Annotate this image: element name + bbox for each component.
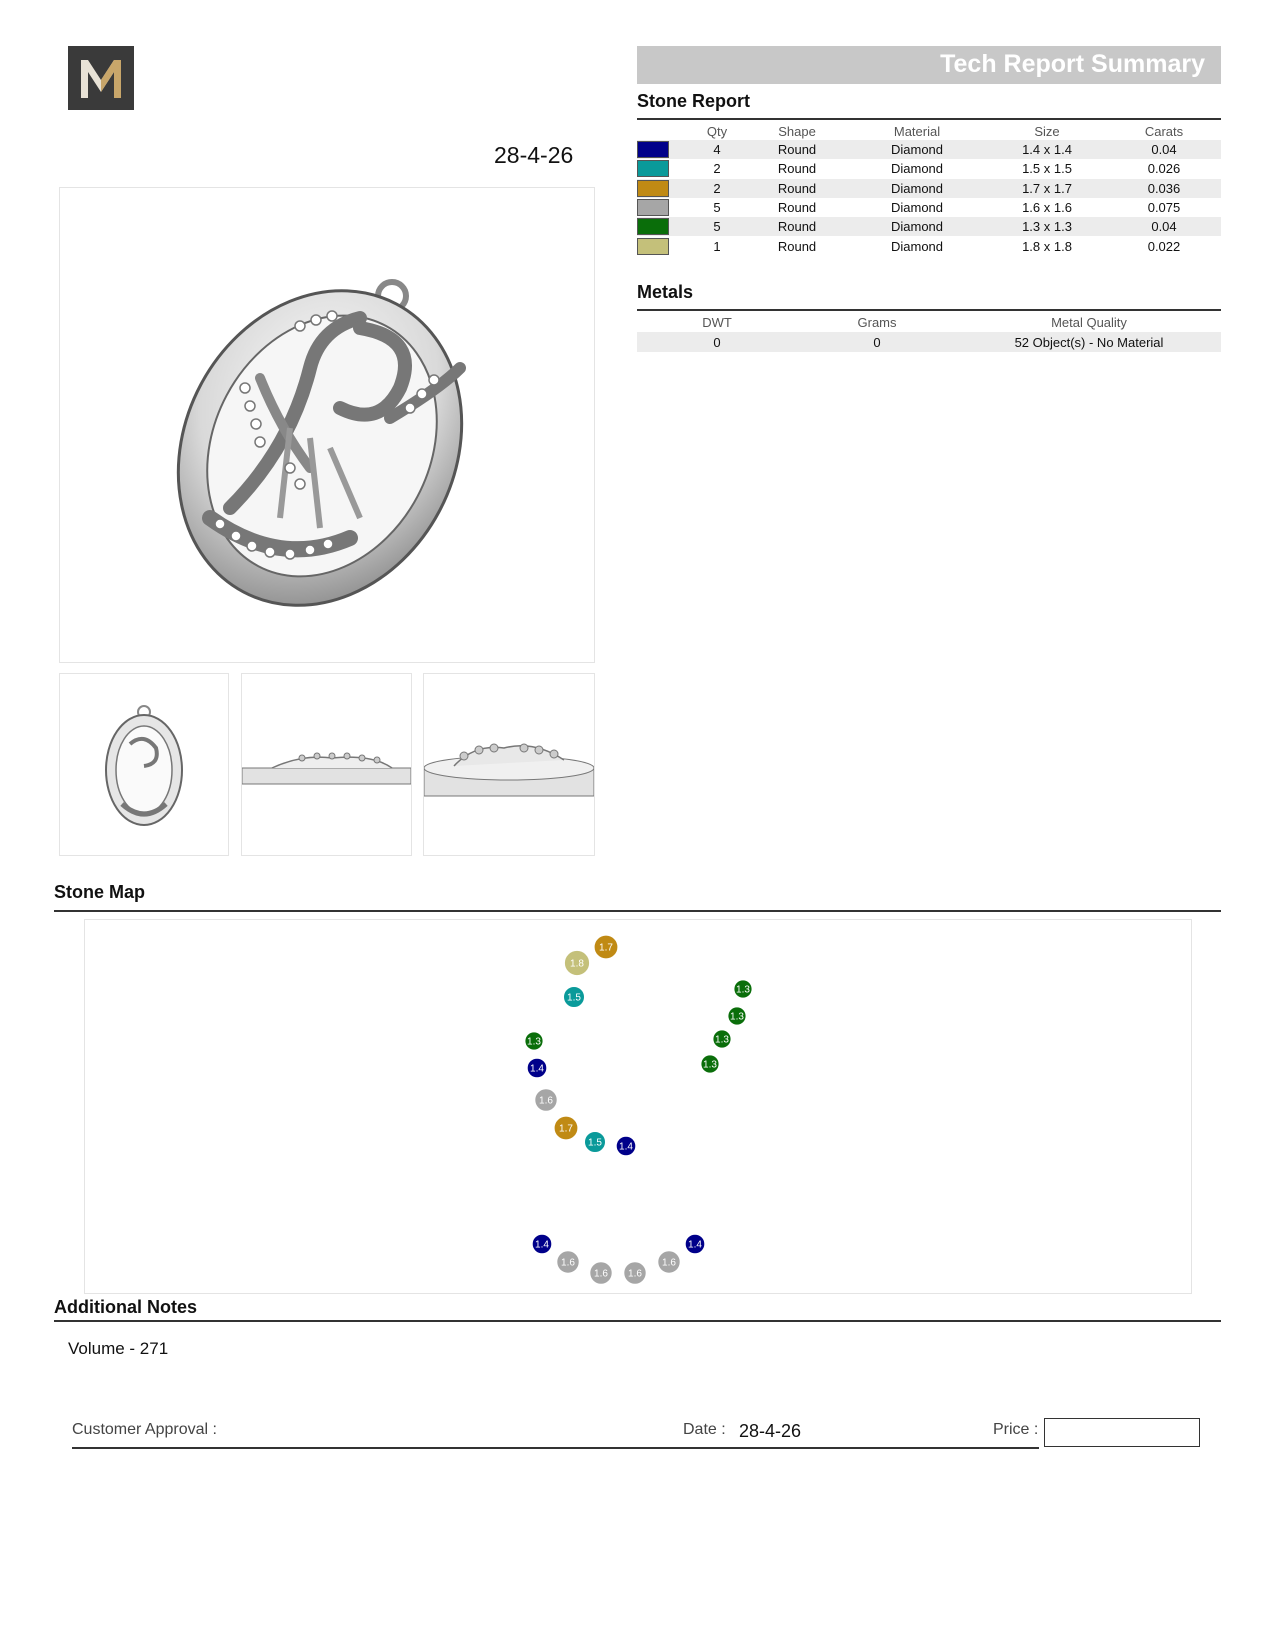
col-shape: Shape <box>778 123 816 139</box>
stone-carats: 0.026 <box>1147 161 1181 177</box>
stone-carats: 0.075 <box>1147 200 1181 216</box>
stone-size-label: 1.3 <box>715 1034 729 1046</box>
stone-size-label: 1.4 <box>530 1063 544 1075</box>
col-qty: Qty <box>706 123 728 139</box>
stone-size-label: 1.6 <box>662 1257 676 1269</box>
price-input-box[interactable] <box>1044 1418 1200 1447</box>
stone-shape: Round <box>777 238 817 254</box>
stone-size: 1.8 x 1.8 <box>1022 238 1072 254</box>
design-id: 28-4-26 <box>494 142 574 168</box>
signature-line[interactable] <box>72 1447 1039 1449</box>
dwt-value: 0 <box>637 332 797 352</box>
stone-size: 1.4 x 1.4 <box>987 140 1107 159</box>
stone-qty: 4 <box>687 140 747 159</box>
stone-size-label: 1.4 <box>619 1141 633 1153</box>
stone-qty: 5 <box>687 217 747 236</box>
stone-qty: 5 <box>713 200 721 216</box>
divider <box>54 1320 1221 1322</box>
stone-qty: 2 <box>687 179 747 198</box>
col-material: Material <box>893 123 941 139</box>
stone-size: 1.5 x 1.5 <box>1022 161 1072 177</box>
stone-size: 1.3 x 1.3 <box>987 217 1107 236</box>
stone-material: Diamond <box>847 140 987 159</box>
stone-size-label: 1.4 <box>535 1239 549 1251</box>
col-size: Size <box>1034 123 1060 139</box>
date-label: Date : <box>683 1421 726 1438</box>
price-label: Price : <box>993 1421 1039 1438</box>
stone-map-title: Stone Map <box>54 882 146 902</box>
stone-shape: Round <box>747 179 847 198</box>
stone-material: Diamond <box>890 238 944 254</box>
customer-approval-label: Customer Approval : <box>72 1421 217 1438</box>
col-metal-quality: Metal Quality <box>1051 314 1127 330</box>
stone-size-label: 1.5 <box>567 992 581 1004</box>
stone-size-label: 1.8 <box>570 958 584 970</box>
stone-carats: 0.04 <box>1107 140 1221 159</box>
stone-shape: Round <box>777 161 817 177</box>
stone-size-label: 1.6 <box>561 1257 575 1269</box>
col-carats: Carats <box>1144 123 1184 139</box>
grams-value: 0 <box>797 332 957 352</box>
stone-shape: Round <box>747 140 847 159</box>
stone-size-label: 1.6 <box>594 1268 608 1280</box>
col-grams: Grams <box>857 314 897 330</box>
metals-title: Metals <box>637 282 694 302</box>
stone-shape: Round <box>777 200 817 216</box>
stone-size-label: 1.3 <box>703 1059 717 1071</box>
stone-size-label: 1.5 <box>588 1137 602 1149</box>
stone-size-label: 1.7 <box>559 1123 573 1135</box>
stone-size-label: 1.3 <box>736 984 750 996</box>
stone-qty: 1 <box>713 238 721 254</box>
stone-report-title: Stone Report <box>637 91 751 111</box>
stone-size-label: 1.3 <box>730 1011 744 1023</box>
stone-material: Diamond <box>890 161 944 177</box>
stone-size-label: 1.6 <box>539 1095 553 1107</box>
stone-carats: 0.036 <box>1107 179 1221 198</box>
stone-material: Diamond <box>890 200 944 216</box>
stone-size: 1.7 x 1.7 <box>987 179 1107 198</box>
volume-note: Volume - 271 <box>68 1339 169 1358</box>
col-dwt: DWT <box>702 314 732 330</box>
stone-qty: 2 <box>713 161 721 177</box>
metal-quality-value: 52 Object(s) - No Material <box>957 332 1221 352</box>
stone-size: 1.6 x 1.6 <box>1022 200 1072 216</box>
date-value: 28-4-26 <box>739 1421 802 1441</box>
stone-material: Diamond <box>847 217 987 236</box>
stone-size-label: 1.6 <box>628 1268 642 1280</box>
stone-size-label: 1.4 <box>688 1239 702 1251</box>
stone-material: Diamond <box>847 179 987 198</box>
stone-shape: Round <box>747 217 847 236</box>
additional-notes-title: Additional Notes <box>54 1297 197 1317</box>
stone-carats: 0.04 <box>1107 217 1221 236</box>
stone-size-label: 1.7 <box>599 942 613 954</box>
stone-size-label: 1.3 <box>527 1036 541 1048</box>
report-title: Tech Report Summary <box>940 50 1205 78</box>
stone-carats: 0.022 <box>1147 238 1181 254</box>
